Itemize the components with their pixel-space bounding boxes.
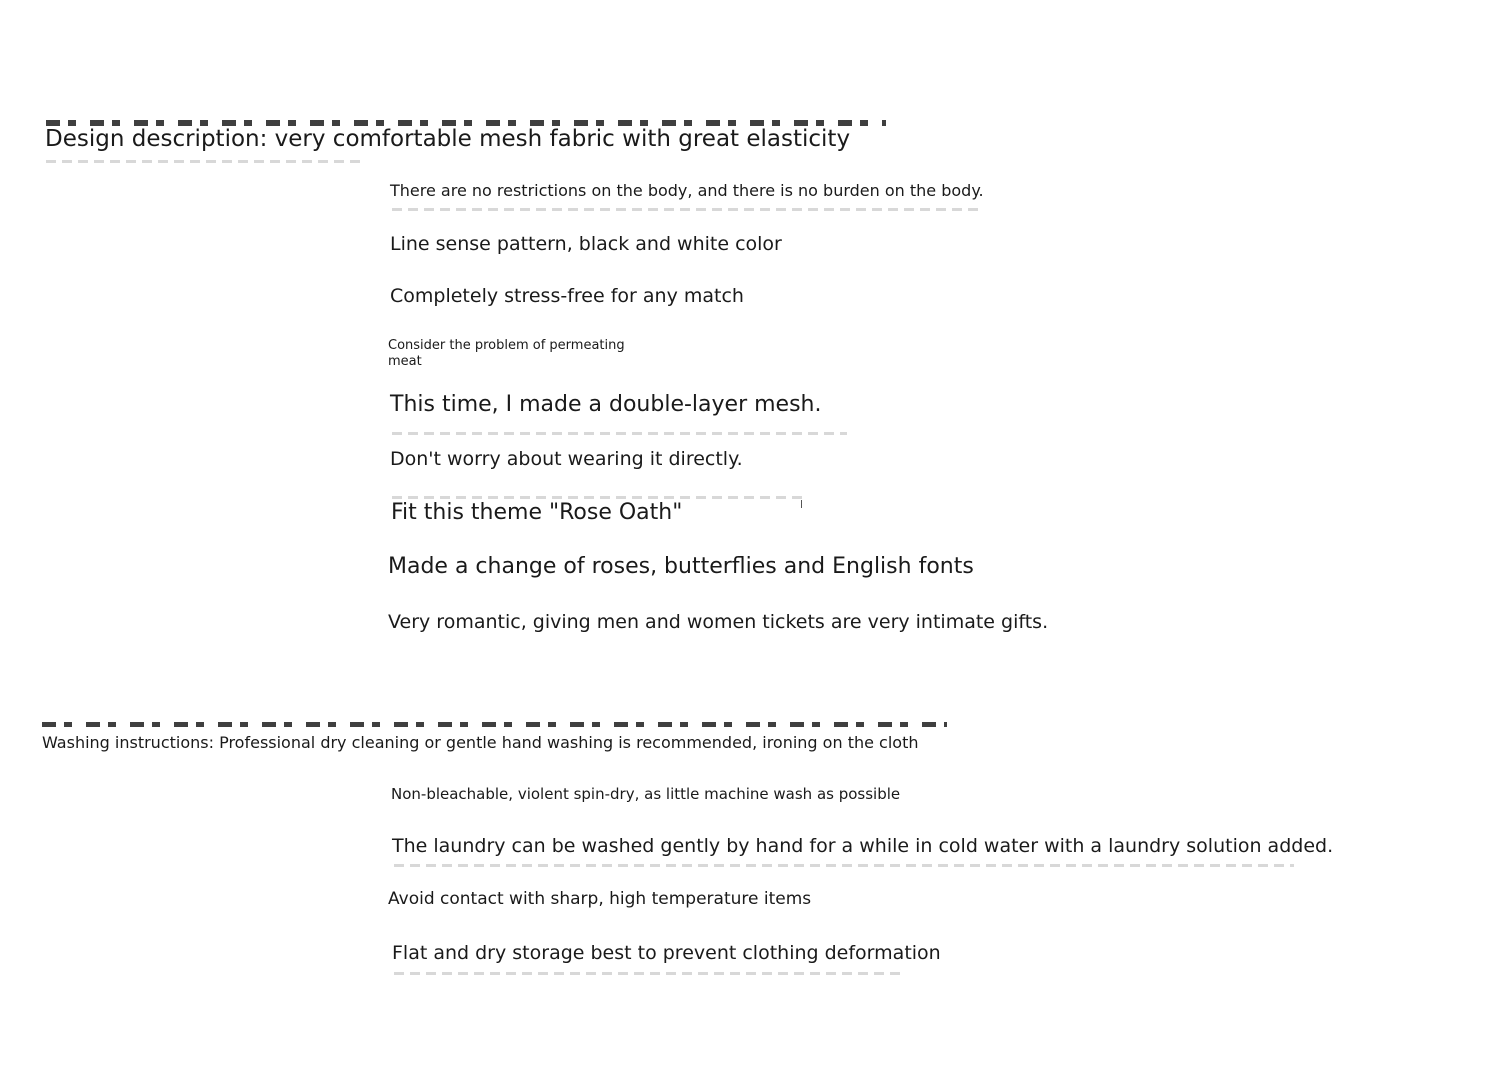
stray-tick-mark bbox=[801, 500, 802, 508]
washing-line-2: The laundry can be washed gently by hand for a while in cold water with a laundry solution added. bbox=[392, 835, 1334, 857]
heading-underprint-trace bbox=[46, 160, 366, 163]
washing-line-4: Flat and dry storage best to prevent clothing deformation bbox=[392, 942, 941, 964]
design-line-8: Made a change of roses, butterflies and English fonts bbox=[388, 554, 974, 579]
line-underprint-trace bbox=[392, 496, 802, 499]
design-line-2: Line sense pattern, black and white color bbox=[390, 233, 782, 255]
line-underprint-trace bbox=[392, 432, 847, 435]
line-underprint-trace bbox=[394, 972, 904, 975]
washing-instructions-section bbox=[0, 700, 1500, 1074]
design-description-heading: Design description: very comfortable mesh fabric with great elasticity bbox=[45, 126, 851, 152]
design-line-4: Consider the problem of permeating meat bbox=[388, 338, 625, 369]
heading-overprint-trace bbox=[42, 722, 947, 727]
design-line-6: Don't worry about wearing it directly. bbox=[390, 448, 743, 470]
design-line-3: Completely stress-free for any match bbox=[390, 285, 744, 307]
design-line-9: Very romantic, giving men and women tickets are very intimate gifts. bbox=[388, 611, 1049, 633]
design-line-1: There are no restrictions on the body, and there is no burden on the body. bbox=[390, 181, 984, 200]
washing-instructions-heading: Washing instructions: Professional dry cleaning or gentle hand washing is recommended, ironing on the cloth bbox=[42, 733, 919, 752]
line-underprint-trace bbox=[392, 208, 982, 211]
washing-line-1: Non-bleachable, violent spin-dry, as little machine wash as possible bbox=[391, 785, 901, 803]
design-line-5: This time, I made a double-layer mesh. bbox=[390, 392, 822, 417]
washing-line-3: Avoid contact with sharp, high temperature items bbox=[388, 889, 812, 909]
line-underprint-trace bbox=[394, 864, 1294, 867]
design-line-7: Fit this theme "Rose Oath" bbox=[391, 500, 683, 525]
